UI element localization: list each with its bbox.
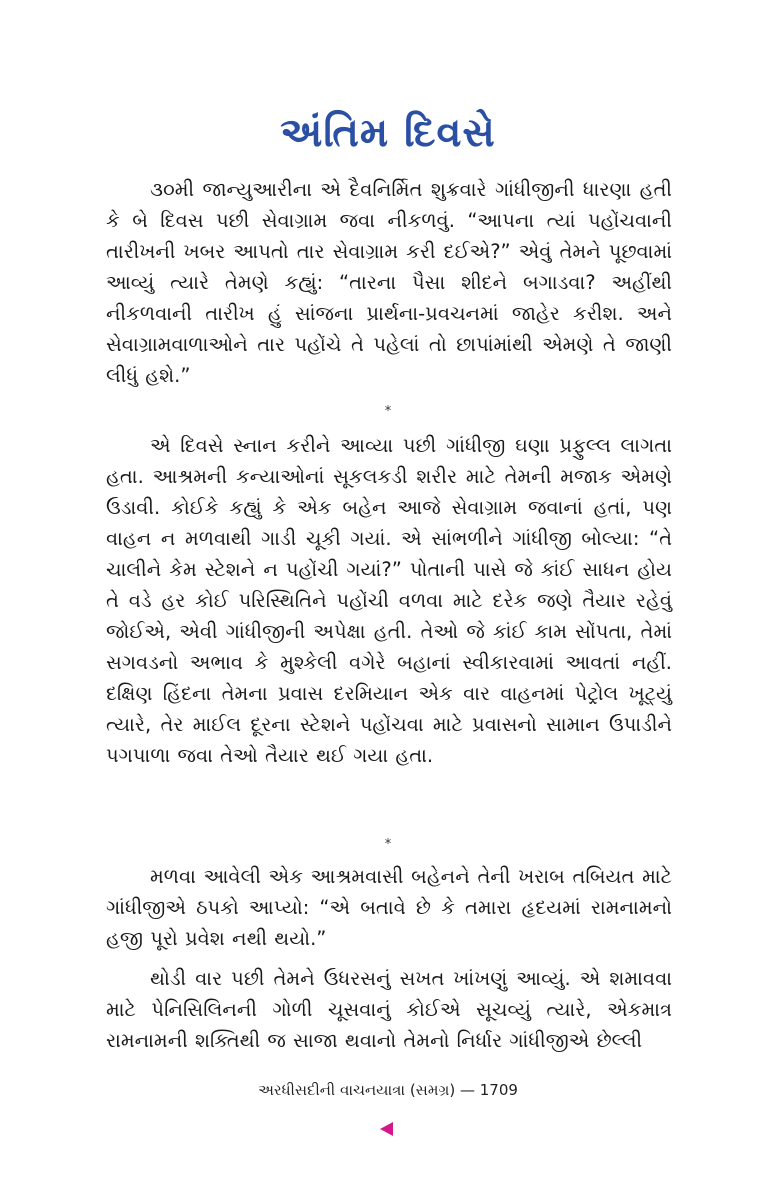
paragraph-2-block: [106, 430, 672, 771]
paragraph-1: ૩૦મી જાન્યુઆરીના એ દૈવનિર્મિત શુક્રવારે ગાંધીજીની ધારણા હતી કે બે દિવસ પછી સેવાગ્રામ જવા નીકળવું. “આપના ત્યાં પહોંચવાની તારીખની ખબર આપતો તાર સેવાગ્રામ કરી દઈએ?” એવું તેમને પૂછવામાં આવ્યું ત્યારે તેમણે કહ્યું: “તારના પૈસા શીદને બગાડવા? અહીંથી નીકળવાની તારીખ હું સાંજના પ્રાર્થના-પ્રવચનમાં જાહેર કરીશ. અને સેવાગ્રામવાળાઓને તાર પહોંચે તે પહેલાં તો છાપાંમાંથી એમણે તે જાણી લીધું હશે.”: [106, 178, 672, 387]
section-separator-2: *: [384, 837, 392, 852]
page-footer: અરધીસદીની વાચનયાત્રા (સમગ્ર) — 1709: [258, 1081, 518, 1099]
page-title: અંતિમ દિવસે: [280, 110, 496, 156]
triangle-left-icon[interactable]: [380, 1122, 393, 1136]
paragraph-3: મળવા આવેલી એક આશ્રમવાસી બહેનને તેની ખરાબ તબિયત માટે ગાંધીજીએ ઠપકો આપ્યો: “એ બતાવે છે કે તમારા હૃદયમાં રામનામનો હજી પૂરો પ્રવેશ નથી થયો.”: [106, 865, 672, 950]
paragraph-2: એ દિવસે સ્નાન કરીને આવ્યા પછી ગાંધીજી ઘણા પ્રફુલ્લ લાગતા હતા. આશ્રમની કન્યાઓનાં સૂકલકડી શરીર માટે તેમની મજાક એમણે ઉડાવી. કોઈકે કહ્યું કે એક બહેન આજે સેવાગ્રામ જવાનાં હતાં, પણ વાહન ન મળવાથી ગાડી ચૂકી ગયાં. એ સાંભળીને ગાંધીજી બોલ્યા: “તે ચાલીને કેમ સ્ટેશને ન પહોંચી ગયાં?” પોતાની પાસે જે કાંઈ સાધન હોય તે વડે હર કોઈ પરિસ્થિતિને પહોંચી વળવા માટે દરેક જણે તૈયાર રહેવું જોઈએ, એવી ગાંધીજીની અપેક્ષા હતી. તેઓ જે કાંઈ કામ સોંપતા, તેમાં સગવડનો અભાવ કે મુશ્કેલી વગેરે બહાનાં સ્વીકારવામાં આવતાં નહીં. દક્ષિણ હિંદના તેમના પ્રવાસ દરમિયાન એક વાર વાહનમાં પેટ્રોલ ખૂટ્યું ત્યારે, તેર માઈલ દૂરના સ્ટેશને પહોંચવા માટે પ્રવાસનો સામાન ઉપાડીને પગપાળા જવા તેઓ તૈયાર થઈ ગયા હતા.: [106, 434, 672, 767]
paragraph-1-block: [106, 174, 672, 391]
paragraph-4-block: [106, 963, 672, 1056]
section-separator-1: *: [384, 404, 392, 419]
paragraph-3-block: [106, 861, 672, 954]
paragraph-4: થોડી વાર પછી તેમને ઉધરસનું સખત ખાંખણું આવ્યું. એ શમાવવા માટે પેનિસિલિનની ગોળી ચૂસવાનું કોઈએ સૂચવ્યું ત્યારે, એકમાત્ર રામનામની શક્તિથી જ સાજા થવાનો તેમનો નિર્ધાર ગાંધીજીએ છેલ્લી: [106, 967, 672, 1052]
